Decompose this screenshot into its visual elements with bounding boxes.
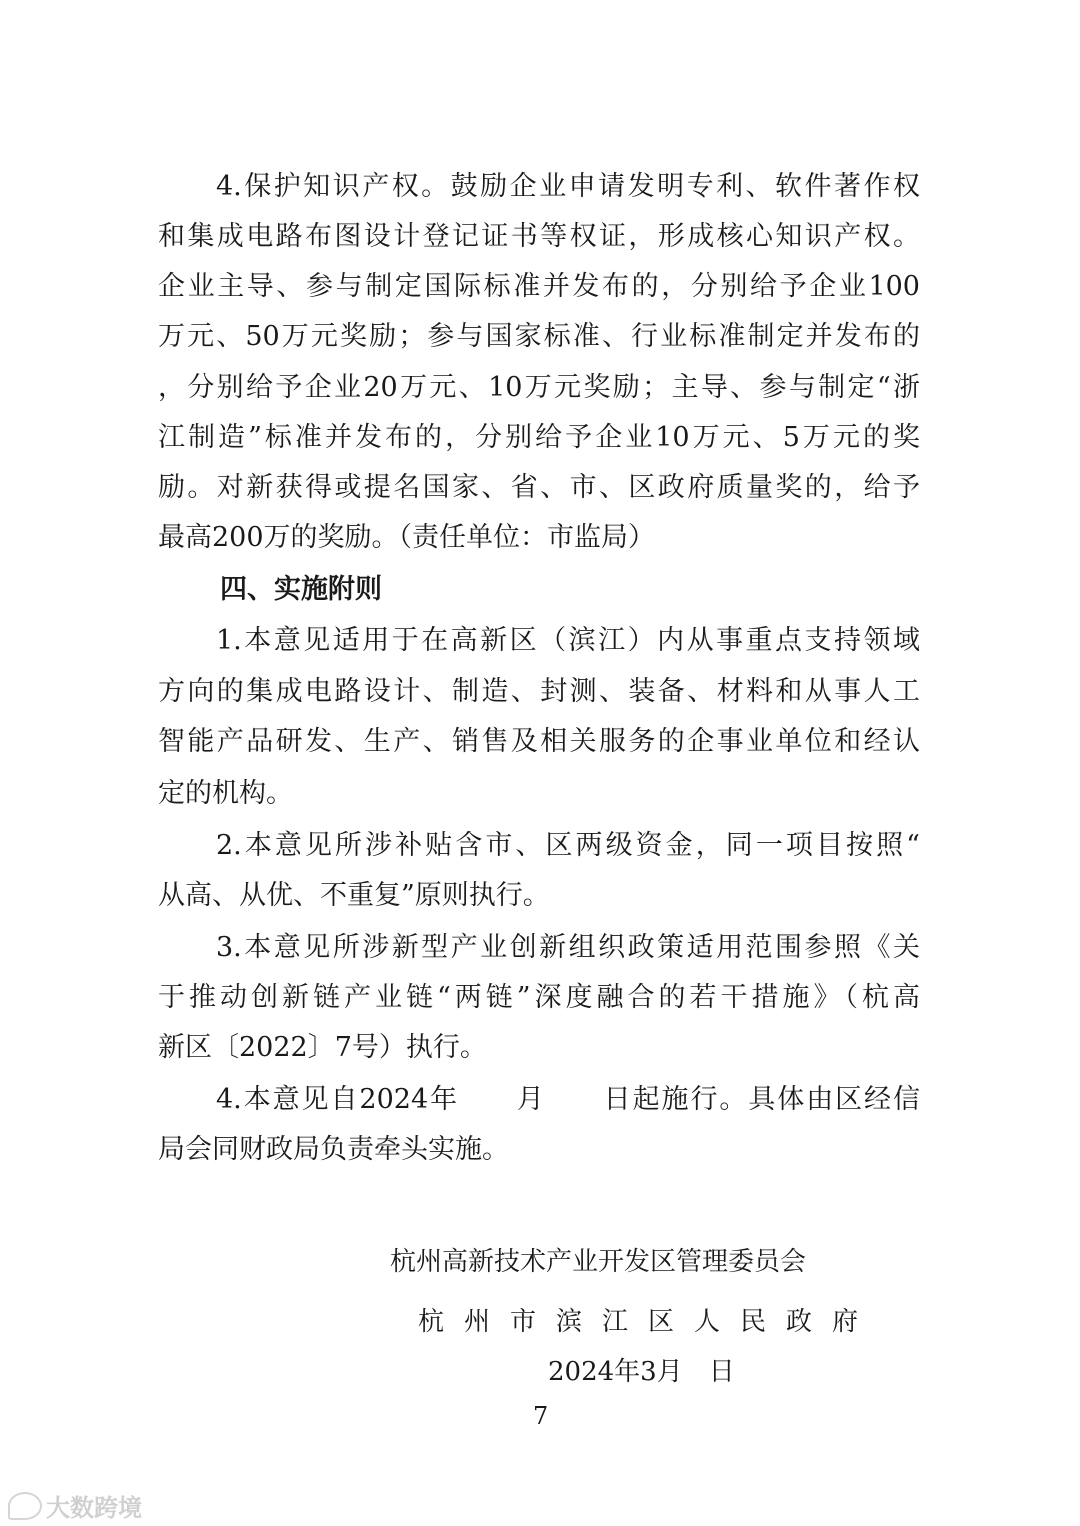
text-line: 1.本意见适用于在高新区（滨江）内从事重点支持领域 (216, 625, 920, 656)
text-line: 2.本意见所涉补贴含市、区两级资金，同一项目按照“ (216, 830, 920, 861)
signing-org-2: 杭州市滨江区人民政府 (418, 1307, 879, 1337)
text-line: 企业主导、参与制定国际标准并发布的，分别给予企业100 (158, 271, 920, 302)
signing-date: 2024年3月 日 (548, 1357, 735, 1387)
watermark-text: 大数跨境 (46, 1494, 142, 1522)
text-line: 3.本意见所涉新型产业创新组织政策适用范围参照《关 (216, 932, 920, 963)
text-line: 方向的集成电路设计、制造、封测、装备、材料和从事人工 (158, 676, 920, 707)
text-line: 4.保护知识产权。鼓励企业申请发明专利、软件著作权 (216, 171, 920, 202)
section-heading: 四、实施附则 (220, 574, 382, 605)
text-line: 江制造”标准并发布的，分别给予企业10万元、5万元的奖 (158, 422, 920, 453)
watermark (8, 1488, 142, 1523)
text-line: 最高200万的奖励。（责任单位：市监局） (158, 522, 656, 553)
page-number: 7 (533, 1402, 549, 1430)
text-line: 万元、50万元奖励；参与国家标准、行业标准制定并发布的 (158, 321, 920, 352)
text-line: ，分别给予企业20万元、10万元奖励；主导、参与制定“浙 (158, 372, 920, 403)
text-line: 局会同财政局负责牵头实施。 (158, 1134, 509, 1165)
text-line: 和集成电路布图设计登记证书等权证，形成核心知识产权。 (158, 221, 920, 252)
text-line: 智能产品研发、生产、销售及相关服务的企事业单位和经认 (158, 726, 920, 757)
text-line: 定的机构。 (158, 778, 293, 809)
text-line: 于推动创新链产业链“两链”深度融合的若干措施》（杭高 (158, 982, 920, 1013)
signing-org-1: 杭州高新技术产业开发区管理委员会 (390, 1247, 807, 1277)
text-line: 新区〔2022〕7号）执行。 (158, 1032, 487, 1063)
watermark-logo-icon (8, 1492, 42, 1520)
text-line: 从高、从优、不重复”原则执行。 (158, 880, 550, 911)
text-line: 励。对新获得或提名国家、省、市、区政府质量奖的，给予 (158, 472, 920, 503)
text-line: 4.本意见自2024年 月 日起施行。具体由区经信 (216, 1084, 920, 1115)
